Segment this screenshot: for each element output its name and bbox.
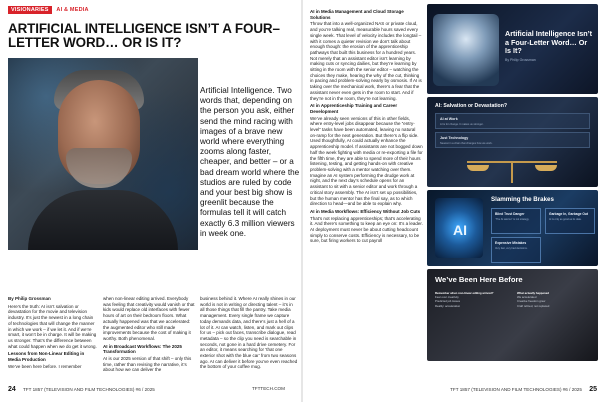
slide-title: Slamming the Brakes xyxy=(491,196,554,203)
list-item: Craft refined, not replaced xyxy=(517,303,550,308)
publication-line: TFT 1857 (TELEVISION AND FILM TECHNOLOGIES) #6 / 2025 xyxy=(450,387,582,392)
slide-title: We’ve Been Here Before xyxy=(435,275,523,284)
card-label: Blind Trust Danger xyxy=(495,212,525,216)
paragraph: business behind it. Where AI really shines in our world is not in writing or directing talent – it’s in all those things that fill the pantry. Take media management. Every single frame we capture today demands data, and there’s just a hell of a lot of it. AI can watch, listen, and mark out clips for us – pick out faces, transcribe dialogue, read metadata – so the clip you need is searchable in seconds, not gone in a hard drive cemetery. For an editor, it means searching for ‘that one exterior shot with the blue car’ from two seasons ago. AI can deliver it before you’ve even reached the bottom of your coffee mug. xyxy=(200,296,298,370)
list-item: Reality: acceleration xyxy=(435,303,461,308)
slide-thumbnail xyxy=(427,4,598,94)
slide-thumbnails xyxy=(427,4,598,364)
section-tag xyxy=(8,7,89,13)
section-heading: AI in Media Workflows: Efficiency Without Job Cuts xyxy=(310,208,421,214)
slide-thumbnail xyxy=(427,269,598,361)
slide-card xyxy=(545,208,595,234)
paragraph: AI is our 2025 version of that shift – only this time, rather than revising the narrative, it’s about how we can deliver the xyxy=(103,356,192,373)
byline: By Philip Grossman xyxy=(8,296,51,301)
slide-left-list xyxy=(435,291,505,308)
left-column-2 xyxy=(103,296,196,375)
paragraph: when non-linear editing arrived. Everybody was feeling that creativity would vanish or that kids would replace old interfaces with fewer hours of art on their bedroom floors. What actually happened was that we accelerated: the augmented editor who still made improvements because the cost of making it worthy. Both phenomenal. xyxy=(103,296,195,341)
paragraph: Here’s the truth: AI isn’t salvation or devastation for the movie and television industry. It’s just the newest in a long chain of technologies that will change the manner in which we work – if we let it. And if we’re smart, it won’t be in charge. It will be making us stronger. That’s the difference between what could happen when we do get it wrong. xyxy=(8,303,97,349)
ai-chip-image xyxy=(435,198,483,258)
slide-title: AI: Salvation or Devastation? xyxy=(435,103,508,109)
card-subtext: Very fast, very bad decisions. xyxy=(495,247,528,250)
paragraph: Throw that into a well-organized NAS or private cloud, and you’re talking real, measurable hours saved every single week. That level of velocity includes the longtail – with it comes a quieter revision we don’t talk about enough though: the erosion of the apprenticeship pathways that built this business for a hundred years. Not merely that an assistant editor isn’t learning by making cuts or syncing dailies, but they’re learning by sitting in the room with the senior editor – watching the choices they make, hearing the why of the cut, thinking in pacing and problem-solving nearly by osmosis. If AI is taking over the mechanical work, there’s a fear that the assistant never even gets in the room to start. And if they’re not in the room, they’re not learning. xyxy=(310,21,422,101)
list-item: Predicted job losses xyxy=(435,299,461,304)
slide-right-list xyxy=(517,291,591,308)
page-number: 25 xyxy=(589,386,597,393)
paragraph: We’ve been here before. I remember xyxy=(8,363,82,369)
list-item: We accelerated xyxy=(517,295,537,300)
card-subtext: AI is only as good as its data. xyxy=(549,218,582,221)
publication-line: TFT 1857 (TELEVISION AND FILM TECHNOLOGIES) #6 / 2025 xyxy=(23,387,155,392)
slide-thumbnail xyxy=(427,190,598,266)
card-label: Garbage In, Garbage Out xyxy=(549,212,589,216)
panel-label: AI at Work xyxy=(440,117,458,121)
list-item: Fear over creativity xyxy=(435,295,459,300)
section-heading: Lessons from Non-Linear Editing in Media Production xyxy=(8,351,85,363)
section-heading: AI in Broadcast Workflows: The 2025 Transformation xyxy=(103,343,182,355)
left-column-3 xyxy=(200,296,298,372)
panel-label: Just Technology xyxy=(440,136,469,140)
ai-badge: AI xyxy=(453,222,467,238)
article-intro: Artificial Intelligence. Two words that, depending on the person you ask, either send the mind racing with images of a brave new world where everything zooms along faster, cheaper, and better – or a bad dream world where the studios are ruled by code and your best big show is greenlit because the formulas tell it will catch exactly 6.3 million viewers in week one. xyxy=(200,86,300,238)
panel-subtext: Newest in a chain that changes how we work. xyxy=(440,142,493,145)
right-column xyxy=(310,7,423,246)
left-column-1 xyxy=(8,296,98,371)
slide-card xyxy=(491,237,541,263)
list-item: Creative freedom grew xyxy=(517,299,546,304)
balance-scale-icon xyxy=(467,153,557,183)
paragraph: That’s not replacing apprenticeships; that’s accelerating it. And there’s something to keep an eye on: It’s a leader. AI deployment must never be about cutting headcount simply to conserve costs. Efficiency is necessary, to be sure, but firing workers to cut payroll xyxy=(310,215,423,244)
slide-byline: By Philip Grossman xyxy=(505,58,536,62)
left-page xyxy=(0,0,302,402)
paragraph: We’ve already seen versions of this in other fields, where entry-level jobs disappear because the “entry-level” tasks have been automated, leaving no natural on-ramp for the next generation. But there’s a flip side. Used thoughtfully, AI could actually enhance the apprenticeship model. If assistants are not bogged down half the week fighting with media or re-exporting a file for the fifth time, they are able to spend more of their hours listening, testing, and getting hands-on with creative problem-solving with a mentor watching over them. Imagine an AI system performing the drudge work at night, and the next day’s schedule opens for an assistant to sit with a senior editor and work through a critical story assembly. The AI isn’t set up possibilities, but the human mentor has the final say, as to which direction to head—and be able to explain why. xyxy=(310,115,423,207)
page-number: 24 xyxy=(8,386,16,393)
panel-subtext: AI is for change. It makes us stronger. xyxy=(440,123,484,126)
section-heading: AI in Apprenticeship Training and Career Development xyxy=(310,103,398,114)
list-heading: What actually happened xyxy=(517,291,550,295)
slide-panel xyxy=(435,113,590,129)
slide-card xyxy=(491,208,541,234)
slide-thumbnail xyxy=(427,97,598,187)
list-heading: Remember when non-linear editing arrived? xyxy=(435,291,494,295)
slide-title: Artificial Intelligence Isn’t a Four-Letter Word… Or Is It? xyxy=(505,29,593,56)
left-folio xyxy=(8,386,155,393)
section-heading: AI in Media Management and Cloud Storage Solutions xyxy=(310,9,404,20)
section-subcategory: AI & MEDIA xyxy=(56,7,89,13)
center-folio: TFTTECH.COM xyxy=(252,386,285,391)
card-label: Expensive Mistakes xyxy=(495,241,527,245)
article-headline: ARTIFICIAL INTELLIGENCE ISN’T A FOUR–LETTER WORD… OR IS IT? xyxy=(8,21,280,50)
slide-panel xyxy=(435,132,590,148)
section-category: VISIONARIES xyxy=(8,6,52,14)
card-subtext: “The AI said so” is not strategy. xyxy=(495,218,530,221)
robot-figure-image xyxy=(433,14,499,86)
right-folio xyxy=(450,386,597,393)
author-portrait-image xyxy=(8,58,198,250)
